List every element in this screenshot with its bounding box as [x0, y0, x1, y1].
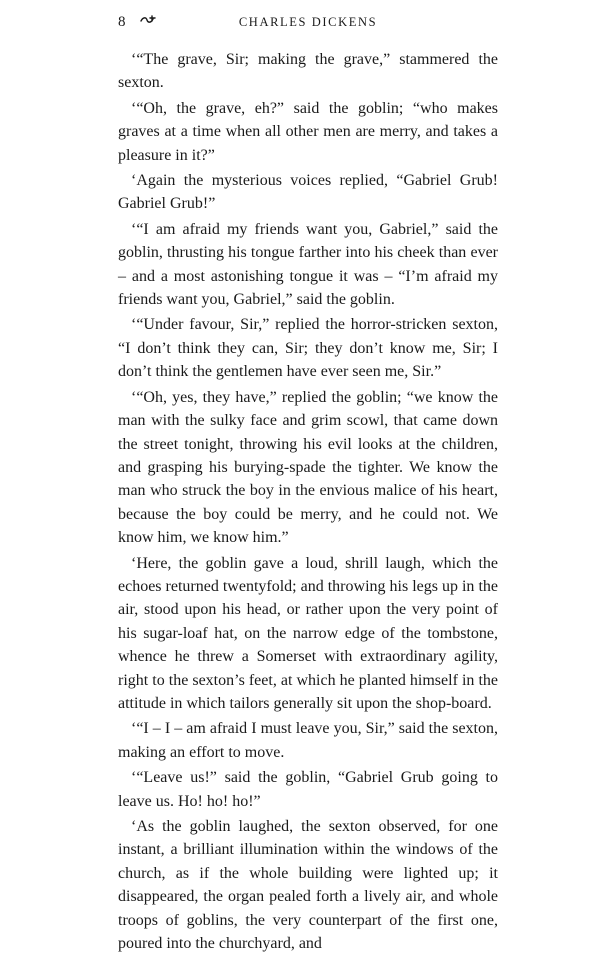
- running-head-title: CHARLES DICKENS: [238, 15, 378, 29]
- paragraph: ‘Again the mysterious voices replied, “Gabriel Grub! Gabriel Grub!”: [118, 172, 498, 213]
- running-head: [118, 14, 498, 40]
- paragraph: ‘“Leave us!” said the goblin, “Gabriel Grub going to leave us. Ho! ho! ho!”: [118, 769, 498, 810]
- paragraph: ‘Here, the goblin gave a loud, shrill laugh, which the echoes returned twentyfold; and throwing his legs up in the air, stood upon his head, or rather upon the very point of his sugar-loaf hat, on the narrow edge of the tombstone, whence he threw a Somerset with extraordinary agility, right to the sexton’s feet, at which he planted himself in the attitude in which tailors generally sit upon the shop-board.: [118, 554, 498, 712]
- paragraph: ‘As the goblin laughed, the sexton observed, for one instant, a brilliant illumination within the windows of the church, as if the whole building were lighted up; it disappeared, the organ pealed forth a lively air, and whole troops of goblins, the very counterpart of the first one, poured into the churchyard, and: [118, 818, 498, 953]
- body-text: [118, 48, 498, 955]
- page-number: 8: [118, 14, 126, 30]
- paragraph: ‘“The grave, Sir; making the grave,” stammered the sexton.: [118, 51, 498, 92]
- paragraph: ‘“Oh, yes, they have,” replied the goblin; “we know the man with the sulky face and grim scowl, that came down the street tonight, throwing his evil looks at the children, and grasping his burying-spade the tighter. We know the man who struck the boy in the envious malice of his heart, because the boy could be merry, and he could not. We know him, we know him.”: [118, 388, 498, 547]
- paragraph: ‘“Under favour, Sir,” replied the horror-stricken sexton, “I don’t think they can, Sir; they don’t know me, Sir; I don’t think the gentlemen have ever seen me, Sir.”: [118, 316, 498, 381]
- paragraph: ‘“Oh, the grave, eh?” said the goblin; “who makes graves at a time when all other men are merry, and takes a pleasure in it?”: [118, 99, 498, 164]
- book-page: [118, 14, 498, 957]
- paragraph: ‘“I – I – am afraid I must leave you, Sir,” said the sexton, making an effort to move.: [118, 720, 498, 761]
- paragraph: ‘“I am afraid my friends want you, Gabriel,” said the goblin, thrusting his tongue farther into his cheek than ever – and a most astonishing tongue it was – “I’m afraid my friends want you, Gabriel,” said the goblin.: [118, 220, 498, 309]
